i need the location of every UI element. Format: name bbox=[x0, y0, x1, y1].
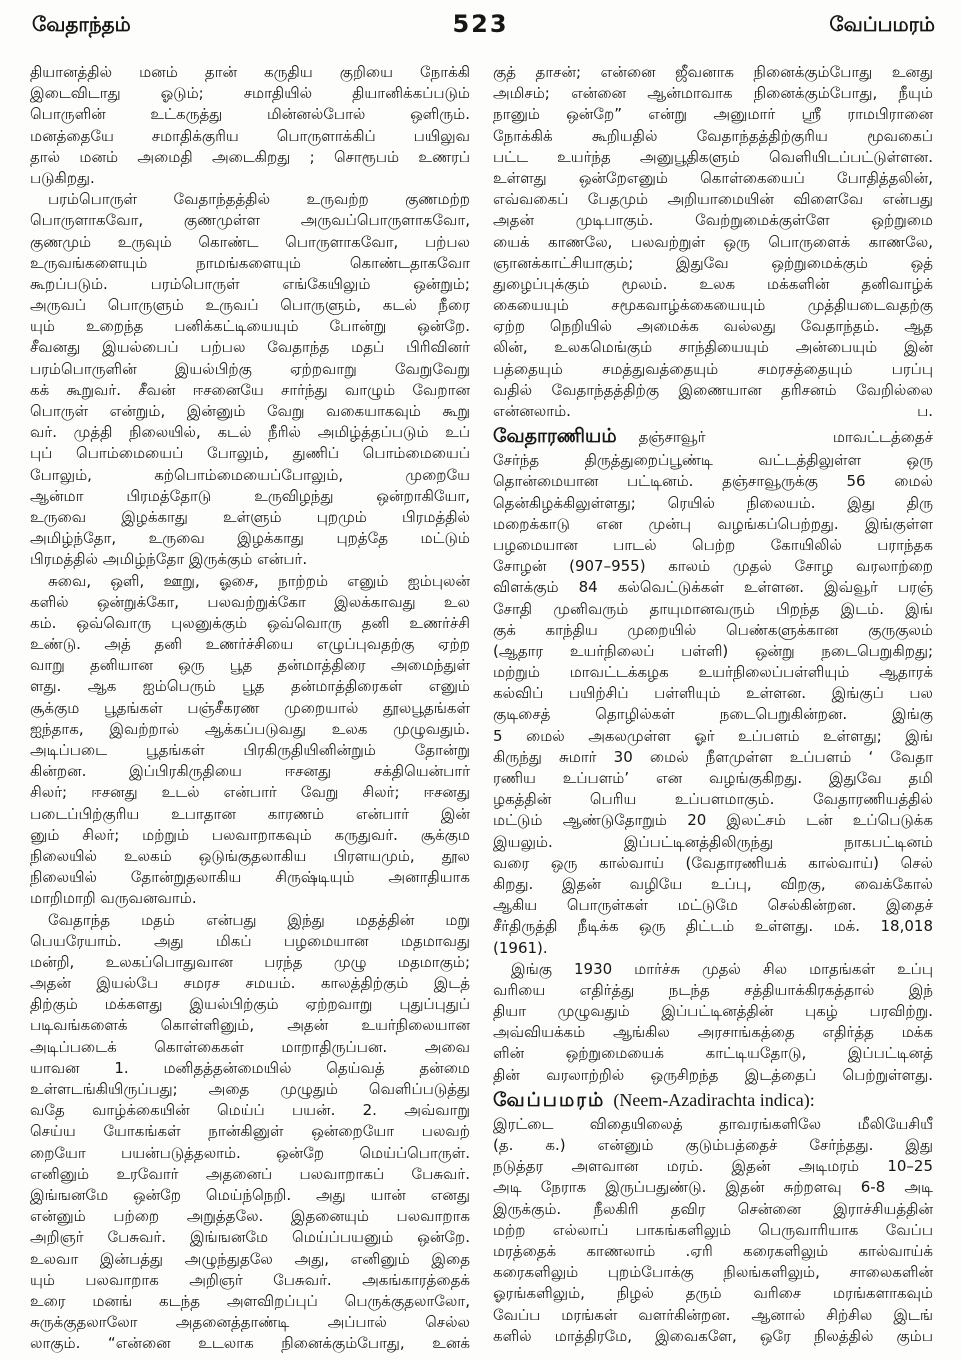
entry-title: வேதாரணியம் bbox=[493, 425, 617, 448]
text-line: கூறப்படும். பரம்பொருள் எங்கேயிலும் ஒன்றும்; bbox=[30, 274, 470, 293]
scientific-name: (Neem-Azadirachta indica): bbox=[613, 1089, 815, 1110]
text-line: தியானத்தில் மனம் தான் கருதிய குறியை நோக்கி bbox=[30, 63, 470, 81]
text-line: கம். ஒவ்வொரு புலனுக்கும் ஒவ்வொரு தனி உணர்ச்சி bbox=[30, 613, 470, 632]
text-line: இங்ஙனமே ஒன்றே மெய்ந்நெறி. அது யான் எனது bbox=[30, 1185, 470, 1204]
text-line: பிரமத்தில் அமிழ்ந்தோ இருக்கும் என்பர். bbox=[30, 550, 308, 569]
text-line: பத்தையும் சமத்துவத்தையும் சமரசத்தையும் பரப்பு bbox=[493, 359, 933, 378]
left-text-column bbox=[30, 62, 470, 1354]
text-line: வர். முத்தி நிலையில், கடல் நீரில் அமிழ்த்தப்படும் உப் bbox=[30, 423, 470, 442]
text-line: உண்டு. அத் தனி உணர்ச்சியை எழுப்புவதற்கு ஏற்ற bbox=[30, 635, 470, 654]
author-initial: ப. bbox=[917, 402, 933, 420]
text-line: இடைவிடாது ஓடும்; சமாதியில் தியானிக்கப்படும் bbox=[30, 84, 470, 103]
text-line: தொன்மையான பட்டினம். தஞ்சாவூருக்கு 56 மைல் bbox=[493, 472, 933, 491]
text-line: துழைப்புக்கும் மூலம். உலக மக்களின் தனிவாழ்க் bbox=[493, 274, 933, 293]
text-line: சுவை, ஒளி, ஊறு, ஓசை, நாற்றம் எனும் ஐம்புலன் bbox=[48, 571, 470, 590]
text-line: யைக் காணலே, பலவற்றுள் ஒரு பொருளைக் காணலே, bbox=[493, 232, 933, 251]
text-line: 5 மைல் அகலமுள்ள ஓர் உப்பளம் உள்ளது; இங் bbox=[493, 726, 933, 745]
text-line: பரம்பொருளின் இயல்பிற்கு ஏற்றவாறு வேறுவேறு bbox=[30, 359, 470, 378]
text-line: மற்றும் மாவட்டக்கழக உயர்நிலைப்பள்ளியும் ஆதாரக் bbox=[493, 663, 933, 682]
text-line: இயலும். இப்பட்டினத்திலிருந்து நாகபட்டினம் bbox=[493, 832, 933, 851]
text-line: சோழன் (907–955) காலம் முதல் சோழ வரலாற்றை bbox=[493, 557, 933, 576]
text-line: அடி நேராக இருப்பதுண்டு. இதன் சுற்றளவு 6-8 அடி bbox=[493, 1178, 933, 1197]
running-head-left: வேதாந்தம் bbox=[32, 12, 131, 36]
text-line: இருக்கும். நீலகிரி தவிர சென்னை இராச்சியத்தின் bbox=[493, 1199, 933, 1218]
text-line: (1961). bbox=[493, 938, 548, 957]
text-line: சிலர்; ஈசனது உடல் என்பார் வேறு சிலர்; ஈசனது bbox=[30, 783, 470, 802]
text-line: கக் கூறுவர். சீவன் ஈசனையே சார்ந்து வாழும் வேறான bbox=[30, 380, 470, 399]
text-line: சோதி முனிவரும் தாயுமானவரும் பிறந்த இடம். இங் bbox=[493, 599, 933, 618]
text-line: யும் பலவாறாக அறிஞர் பேசுவர். அகங்காரத்தைக் bbox=[30, 1270, 470, 1289]
text-line: வாறு தனியான ஒரு பூத தன்மாத்திரை அமைந்துள் bbox=[30, 656, 470, 675]
text-line: உரை மனங் கடந்த அளவிறப்புப் பெருக்குதலாலோ, bbox=[30, 1291, 470, 1310]
text-line: ழகத்தின் பெரிய உப்பளமாகும். வேதாரணியத்தில் bbox=[493, 790, 933, 809]
text-line: (த. க.) என்னும் குடும்பத்தைச் சேர்ந்தது. இது bbox=[493, 1136, 933, 1154]
text-line: எவ்வகைப் பேதமும் அறியாமையின் விளைவே என்பது bbox=[493, 190, 933, 209]
text-line: வேப்ப மரங்கள் வளர்கின்றன. ஆனால் சிற்சில இடங் bbox=[493, 1305, 933, 1324]
text-line: யும் உறைந்த பனிக்கட்டியையும் போன்று ஒன்றே. bbox=[30, 317, 470, 336]
text-line: உள்ளடங்கியிருப்பது; அதை முழுதும் வெளிப்படுத்து bbox=[30, 1080, 470, 1098]
text-line: களில் ஒன்றுக்கோ, பலவற்றுக்கோ இலக்காவது உல bbox=[30, 592, 470, 611]
text-line: உலவா இன்பத்து அழுந்துதலே அது, எனினும் இதை bbox=[30, 1249, 470, 1268]
text-line: குத் தாசன்; என்னை ஜீவனாக நினைக்கும்போது உனது bbox=[493, 63, 933, 81]
text-line: அவ்வியக்கம் ஆங்கில அரசாங்கத்தை எதிர்த்த மக்க bbox=[493, 1023, 933, 1042]
text-line: சீவனது இயல்பைப் பற்பல வேதாந்த மதப் பிரிவினர் bbox=[30, 338, 470, 357]
text-line: பொருள் என்றும், இன்னும் வேறு வகையாகவும் கூறு bbox=[30, 402, 470, 420]
text-line: மனத்தையே சமாதிக்குரிய பொருளாக்கிப் பயிலுவ bbox=[30, 126, 470, 145]
text-line: அறிஞர் பேசுவர். இங்ஙனமே மெய்ப்பயனும் ஒன்றே. bbox=[30, 1228, 470, 1247]
text-line: குடிசைத் தொழில்கள் நடைபெறுகின்றன. இங்கு bbox=[493, 705, 933, 724]
text-line: பெயரேயாம். அது மிகப் பழமையான மதமாவது bbox=[30, 931, 470, 950]
text-line: அதன் முடிபாகும். வேற்றுமைக்குள்ளே ஒற்றுமை bbox=[493, 211, 933, 230]
text-line: பரம்பொருள் வேதாந்தத்தில் உருவற்ற குணமற்ற bbox=[48, 190, 470, 209]
text-line: வதில் வேதாந்தத்திற்கு இணையான தரிசனம் வேறில்லை bbox=[493, 380, 933, 399]
text-line: யாவன 1. மனிதத்தன்மையில் தெய்வத் தன்மை bbox=[30, 1058, 470, 1077]
text-line: கிறது. இதன் வழியே உப்பு, விறகு, வைக்கோல் bbox=[493, 874, 933, 893]
entry-title: வேப்பமரம் bbox=[493, 1088, 606, 1111]
article-end-line bbox=[493, 401, 933, 422]
text-line: வதே வாழ்க்கையின் மெய்ப் பயன். 2. அவ்வாறு bbox=[30, 1101, 470, 1120]
text-line: எனினும் உரவோர் அதனைப் பலவாறாகப் பேசுவர். bbox=[30, 1164, 470, 1183]
text-line: அமிசம்; என்னை ஆன்மாவாக நினைக்கும்போது, நீயும் bbox=[493, 84, 933, 103]
text-line: சீர்திருத்தி நீடிக்க ஒரு திட்டம் உள்ளது. மக். 18,018 bbox=[493, 917, 933, 936]
running-head-right: வேப்பமரம் bbox=[829, 12, 935, 36]
text-line: விளக்கும் 84 கல்வெட்டுக்கள் உள்ளன. இவ்வூர் பரஞ் bbox=[493, 578, 933, 597]
text-line: வேதாந்த மதம் என்பது இந்து மதத்தின் மறு bbox=[48, 910, 470, 929]
text-line: வரியை எதிர்த்து நடந்த சத்தியாக்கிரகத்தால் இந் bbox=[493, 980, 933, 999]
text-line: நிலையில் உலகம் ஒடுங்குதலாகிய பிரளயமும், தூல bbox=[30, 846, 470, 865]
text-line: கையையும் சமூகவாழ்க்கையையும் முத்தியடைவதற்கு bbox=[493, 296, 933, 315]
text-line: இங்கு 1930 மார்ச்சு முதல் சில மாதங்கள் உப்பு bbox=[511, 959, 933, 978]
text-line: னும் சிலர்; மற்றும் பலவாறாகவும் கருதுவர். சூக்கும bbox=[30, 825, 470, 844]
text-line: உள்ளது ஒன்றேஎனும் கொள்கையைப் போதித்தலின், bbox=[493, 168, 933, 187]
text-line: குக் காந்திய முறையில் பெண்களுக்கான குருகுலம் bbox=[493, 620, 933, 639]
text-line: பட்ட உயர்ந்த அனுபூதிகளும் வெளியிடப்பட்டுள்ளன. bbox=[493, 147, 933, 166]
text-line: லாகும். “என்னை உடலாக நினைக்கும்போது, உனக் bbox=[30, 1334, 470, 1353]
text-line: அருவப் பொருளும் உருவப் பொருளும், கடல் நீரை bbox=[30, 296, 470, 315]
text-line: ஆகிய பொருள்கள் மட்டுமே செல்கின்றன. இதைச் bbox=[493, 896, 933, 915]
text-line: தின் வரலாற்றில் ஒருசிறந்த இடத்தைப் பெற்றுள்ளது. bbox=[493, 1065, 933, 1084]
text-line: அதன் இயல்பே சமரச சமயம். காலத்திற்கும் இடத் bbox=[30, 974, 470, 993]
text-line: ஏற்ற நெறியில் அமைக்க வல்லது வேதாந்தம். ஆத bbox=[493, 317, 933, 336]
text-line: நோக்கிக் கூறியதில் வேதாந்தத்திற்குரிய மூவகைப் bbox=[493, 126, 933, 145]
text-line: கின்றன. இப்பிரகிருதியை ஈசனது சக்தியென்பார் bbox=[30, 762, 470, 781]
text-line: படைப்பிற்குரிய உபாதான காரணம் என்பார் இன் bbox=[30, 804, 470, 823]
text-line: உருவை இழக்காது உள்ளும் புறமும் பிரமத்தில் bbox=[30, 507, 470, 526]
text-line: பொருளின் உட்கருத்து மின்னல்போல் ஒளிரும். bbox=[30, 105, 470, 124]
text-line: வரை ஒரு கால்வாய் (வேதாரணியக் கால்வாய்) செல் bbox=[493, 853, 933, 872]
text-line: மரத்தைக் காணலாம் .ஏரி கரைகளிலும் கால்வாய்க் bbox=[493, 1241, 933, 1260]
text-line: நிலையில் தோன்றுதலாகிய சிருஷ்டியும் அனாதியாக bbox=[30, 868, 470, 887]
text-line: என்னும் பற்றை அறுத்தலே. இதனையும் பலவாறாக bbox=[30, 1207, 470, 1226]
text-line: அடிப்படை பூதங்கள் பிரகிருதியினின்றும் தோன்று bbox=[30, 741, 470, 759]
text-line: கல்விப் பயிற்சிப் பள்ளியும் உள்ளன. இங்குப் பல bbox=[493, 684, 933, 703]
text-line: புப் பொம்மையைப் போலும், துணிப் பொம்மையைப் bbox=[30, 444, 470, 463]
text-line: கரைகளிலும் புறம்போக்கு நிலங்களிலும், சாலைகளின் bbox=[493, 1263, 933, 1282]
text-line: குணமும் உருவும் கொண்ட பொருளாகவோ, பற்பல bbox=[30, 232, 470, 251]
text-line: அடிப்படைக் கொள்கைகள் மாறாதிருப்பன. அவை bbox=[30, 1037, 470, 1056]
text-line: ஆன்மா பிரமத்தோடு உருவிழந்து ஒன்றாகியோ, bbox=[30, 486, 470, 505]
text-line: ஞானக்காட்சியாகும்; இதுவே ஒற்றுமைக்கும் ஒத் bbox=[493, 253, 933, 272]
text-line: படுகிறது. bbox=[30, 168, 95, 187]
text-line: நானும் ஒன்றே” என்று அனுமார் ஸ்ரீ ராமபிரானை bbox=[493, 105, 933, 124]
text-line: (ஆதார உயர்நிலைப் பள்ளி) ஒன்று நடைபெறுகிறது; bbox=[493, 641, 933, 660]
right-text-column bbox=[493, 62, 933, 1347]
text-line: மறைக்காடு என முன்பு வழங்கப்பெற்றது. இங்குள்ள bbox=[493, 514, 933, 533]
text-line: படிவங்களைக் கொள்ளினும், அதன் உயர்நிலையான bbox=[30, 1016, 470, 1035]
text-line: போலும், கற்பொம்மையைப்போலும், முறையே bbox=[30, 465, 470, 484]
text-line: அமிழ்ந்தோ, உருவை இழக்காது புறத்தே மட்டும் bbox=[30, 529, 470, 548]
text-line: ளின் ஒற்றுமையைக் காட்டியதோடு, இப்பட்டினத் bbox=[493, 1044, 933, 1063]
text-line: மன்றி, உலகப்பொதுவான பரந்த முழு மதமாகும்; bbox=[30, 952, 470, 971]
entry-heading-vedaranyam bbox=[493, 422, 933, 450]
text-line: மாறிமாறி வருவனவாம். bbox=[30, 889, 197, 908]
text-line: லின், உலகமெங்கும் சாந்தியையும் அன்பையும் இன் bbox=[493, 338, 933, 357]
text-line: நடுத்தர அளவான மரம். இதன் அடிமரம் 10–25 bbox=[493, 1157, 933, 1176]
text-line: மற்ற எல்லாப் பாகங்களிலும் பெருவாரியாக வேப்ப bbox=[493, 1220, 933, 1239]
text-line: தியா முழுவதும் இப்பட்டினத்தின் புகழ் பரவிற்று. bbox=[493, 1002, 933, 1021]
text-line: பொருளாகவோ, குணமுள்ள அருவப்பொருளாகவோ, bbox=[30, 211, 470, 230]
text-line: றையோ பயன்படுத்தலாம். ஒன்றே மெய்ப்பொருள். bbox=[30, 1143, 470, 1162]
text-line: தென்கிழக்கிலுள்ளது; ரெயில் நிலையம். இது திரு bbox=[493, 493, 933, 512]
text-line: களில் மாத்திரமே, இவைகளே, ஒரே நிலத்தில் கும்ப bbox=[493, 1326, 933, 1345]
entry-heading-veppamaram bbox=[493, 1086, 933, 1114]
page-number: 523 bbox=[452, 10, 509, 38]
text-line: திற்கும் மக்களது இயல்பிற்கும் ஏற்றவாறு புதுப்புதுப் bbox=[30, 995, 470, 1014]
text-line: சுருக்குதலாலோ அதனைத்தாண்டி அப்பால் செல்ல bbox=[30, 1313, 470, 1332]
text-line: ரணிய உப்பளம்’ என வழங்குகிறது. இதுவே தமி bbox=[493, 769, 933, 787]
text-line: உருவங்களையும் நாமங்களையும் கொண்டதாகவோ bbox=[30, 253, 470, 272]
text-line: பழமையான பாடல் பெற்ற கோயிலில் பராந்தக bbox=[493, 535, 933, 554]
text-line: ஓரங்களிலும், நிழல் தரும் வரிசை மரங்களாகவும் bbox=[493, 1284, 933, 1303]
text-line: செய்ய யோகங்கள் நான்கினுள் ஒன்றையோ பலவற் bbox=[30, 1122, 470, 1141]
text-line: மட்டும் ஆண்டுதோறும் 20 இலட்சம் டன் உப்பெடுக்க bbox=[493, 811, 933, 830]
text-line: இரட்டை விதையிலைத் தாவரங்களிலே மீலியேசியீ bbox=[493, 1114, 933, 1133]
text-line: ஐந்தாக, இவற்றால் ஆக்கப்படுவது உலக முழுவதும். bbox=[30, 719, 470, 738]
text-line: சூக்கும பூதங்கள் பஞ்சீகரண முறையால் தூலபூதங்கள் bbox=[30, 698, 470, 717]
text-line: தால் மனம் அமைதி அடைகிறது ; சொரூபம் உணரப் bbox=[30, 147, 470, 166]
text-line: ளது. ஆக ஐம்பெரும் பூத தன்மாத்திரைகள் எனும் bbox=[30, 677, 470, 696]
text-line: கிருந்து சுமார் 30 மைல் நீளமுள்ள உப்பளம் ‘ வேதா bbox=[493, 747, 933, 766]
text-line: சேர்ந்த திருத்துறைப்பூண்டி வட்டத்திலுள்ள ஒரு bbox=[493, 451, 933, 470]
text-line: என்னலாம். bbox=[493, 402, 571, 420]
text-line: தஞ்சாவூர் மாவட்டத்தைச் bbox=[638, 428, 933, 447]
